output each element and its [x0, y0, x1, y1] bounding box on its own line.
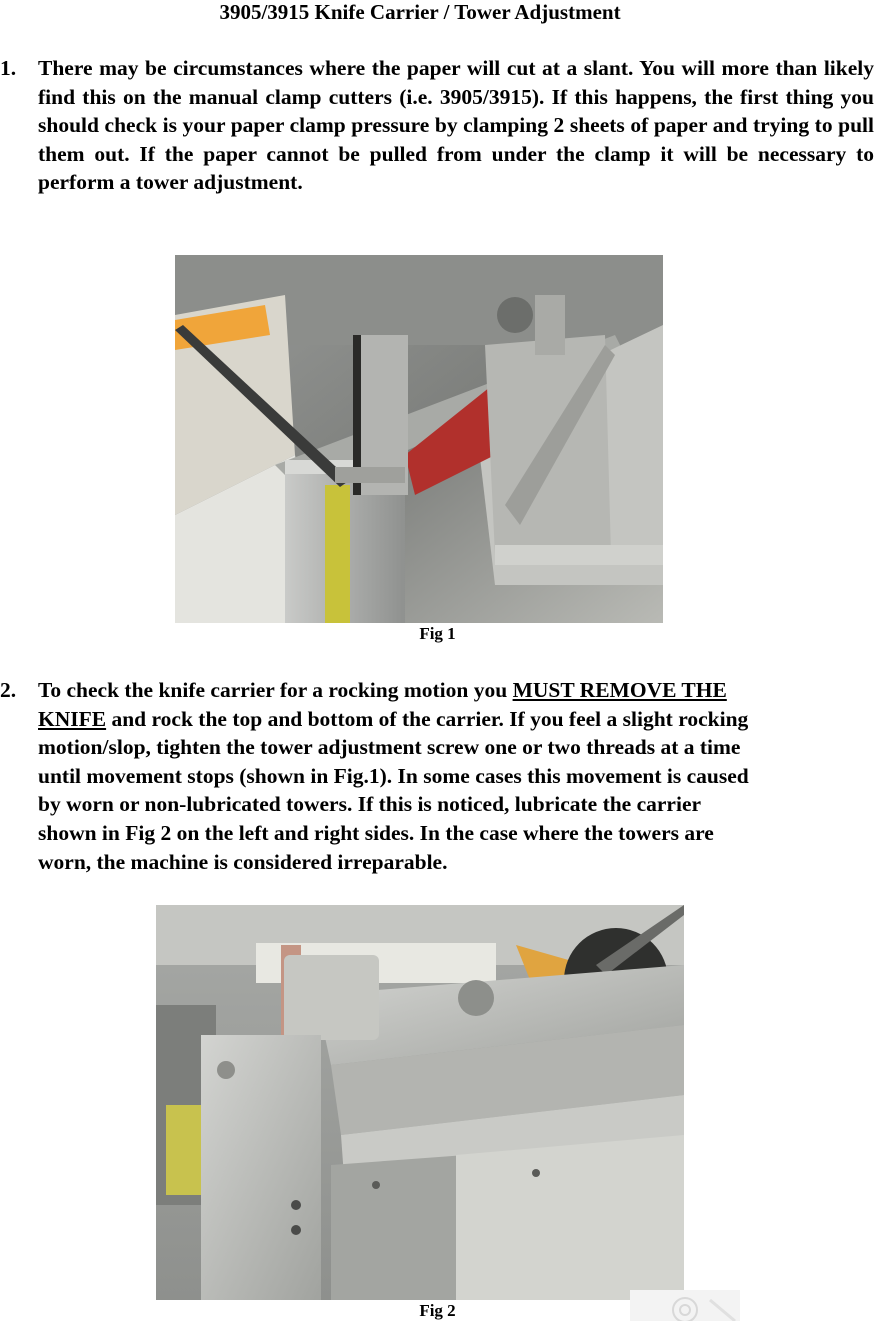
watermark-logo [630, 1290, 740, 1321]
fig-1-photo [175, 255, 663, 623]
step-2-line-3: motion/slop, tighten the tower adjustment screw one or two threads at a time [38, 735, 741, 760]
fig-1-caption: Fig 1 [419, 624, 456, 643]
fig-2-caption: Fig 2 [419, 1301, 456, 1320]
step-2-line-4: until movement stops (shown in Fig.1). In some cases this movement is caused [38, 763, 749, 788]
fig-2-illustration [156, 905, 684, 1300]
step-2-line-6: shown in Fig 2 on the left and right sides. In the case where the towers are [38, 820, 714, 845]
step-1-number: 1. [0, 56, 17, 80]
step-2-line-1: To check the knife carrier for a rocking motion you MUST REMOVE THE [38, 678, 727, 702]
fig-1-illustration [175, 255, 663, 623]
page-title: 3905/3915 Knife Carrier / Tower Adjustment [219, 0, 621, 24]
step-2-number: 2. [0, 678, 17, 702]
fig-2-photo [156, 905, 684, 1300]
step-2-line-5: by worn or non-lubricated towers. If this is noticed, lubricate the carrier [38, 792, 702, 817]
warning-underlined-2: KNIFE [38, 706, 107, 731]
step-2-line-7: worn, the machine is considered irreparable. [38, 849, 448, 874]
step-2-line-2: KNIFE and rock the top and bottom of the carrier. If you feel a slight rocking [38, 706, 749, 731]
step-2-text [38, 676, 874, 876]
step-1-text: There may be circumstances where the paper will cut at a slant. You will more than likely find this on the manual clamp cutters (i.e. 3905/3915). If this happens, the first thing you should check is your paper clamp pressure by clamping 2 sheets of paper and trying to pull them out. If the paper cannot be pulled from under the clamp it will be necessary to perform a tower adjustment. [38, 56, 874, 195]
warning-underlined-1: MUST REMOVE THE [512, 678, 727, 702]
